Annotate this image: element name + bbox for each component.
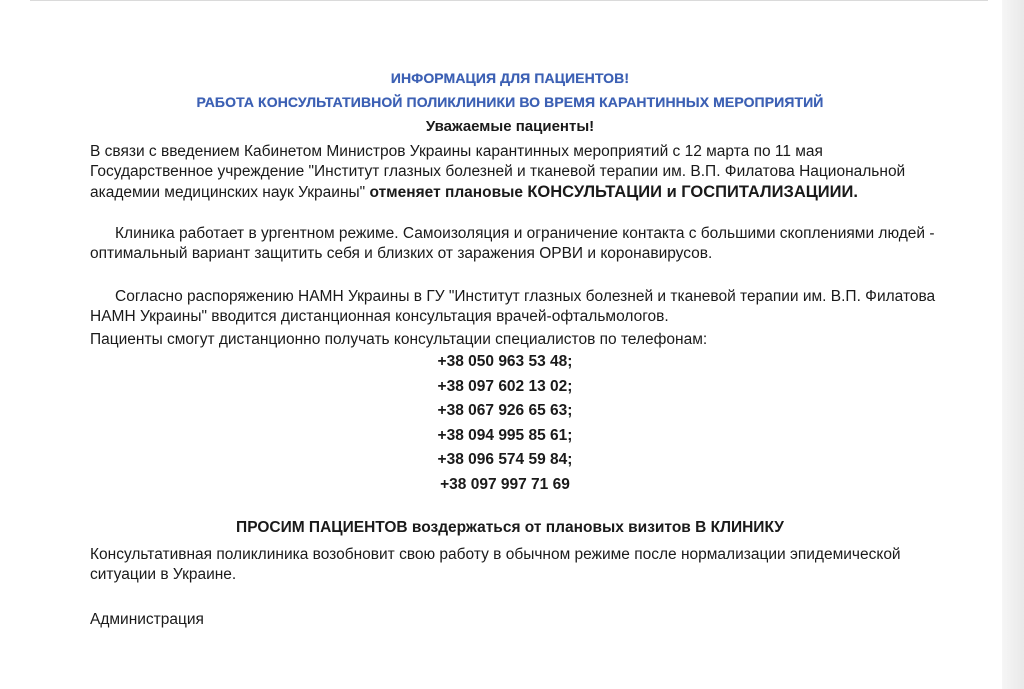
top-rule-divider [30,0,988,1]
signature: Администрация [90,611,204,628]
paragraph-quarantine-notice [90,142,950,203]
phone-number: +38 096 574 59 84; [437,451,573,469]
phone-number: +38 097 602 13 02; [437,377,573,395]
phone-number: +38 097 997 71 69 [440,475,570,493]
consultations-hospitalizations-text: КОНСУЛЬТАЦИИ и ГОСПИТАЛИЗАЦИИИ. [527,183,858,201]
paragraph-urgent-mode: Клиника работает в ургентном режиме. Самоизоляция и ограничение контакта с большими скоплениями людей - оптимальный вариант защитить себя и близких от заражения ОРВИ и коронавирусов. [90,225,935,262]
request-patients-text: ПРОСИМ ПАЦИЕНТОВ [236,519,408,536]
paragraph-resume: Консультативная поликлиника возобновит свою работу в обычном режиме после нормализации эпидемической ситуации в Украине. [90,546,901,583]
paragraph-remote-consultation: Согласно распоряжению НАМН Украины в ГУ "Институт глазных болезней и тканевой терапии им. В.П. Филатова НАМН Украины" вводится дистанционная консультация врачей-офтальмологов. [90,288,936,325]
greeting: Уважаемые пациенты! [425,118,595,135]
phone-number: +38 067 926 65 63; [437,402,573,420]
quarantine-notice-text: В связи с введением Кабинетом Министров Украины карантинных мероприятий с 12 марта по 11 мая Государственное учреждение "Институт глазных болезней и тканевой терапии им. В.П. Филатова Национальной академии медицинских наук Украины" [90,143,906,201]
request-line [90,519,930,537]
phone-number: +38 050 963 53 48; [437,353,573,370]
paragraph-phone-intro: Пациенты смогут дистанционно получать консультации специалистов по телефонам: [90,331,708,348]
announcement-subtitle: РАБОТА КОНСУЛЬТАТИВНОЙ ПОЛИКЛИНИКИ ВО ВРЕМЯ КАРАНТИННЫХ МЕРОПРИЯТИЙ [196,94,824,110]
announcement-title: ИНФОРМАЦИЯ ДЛЯ ПАЦИЕНТОВ! [390,70,630,86]
phone-number: +38 094 995 85 61; [437,426,573,444]
phone-list [300,350,710,498]
request-refrain-text: воздержаться от плановых визитов [411,519,691,536]
page-edge-shadow [1002,0,1024,689]
cancels-planned-text: отменяет плановые [369,184,524,201]
request-clinic-text: В КЛИНИКУ [695,519,784,536]
